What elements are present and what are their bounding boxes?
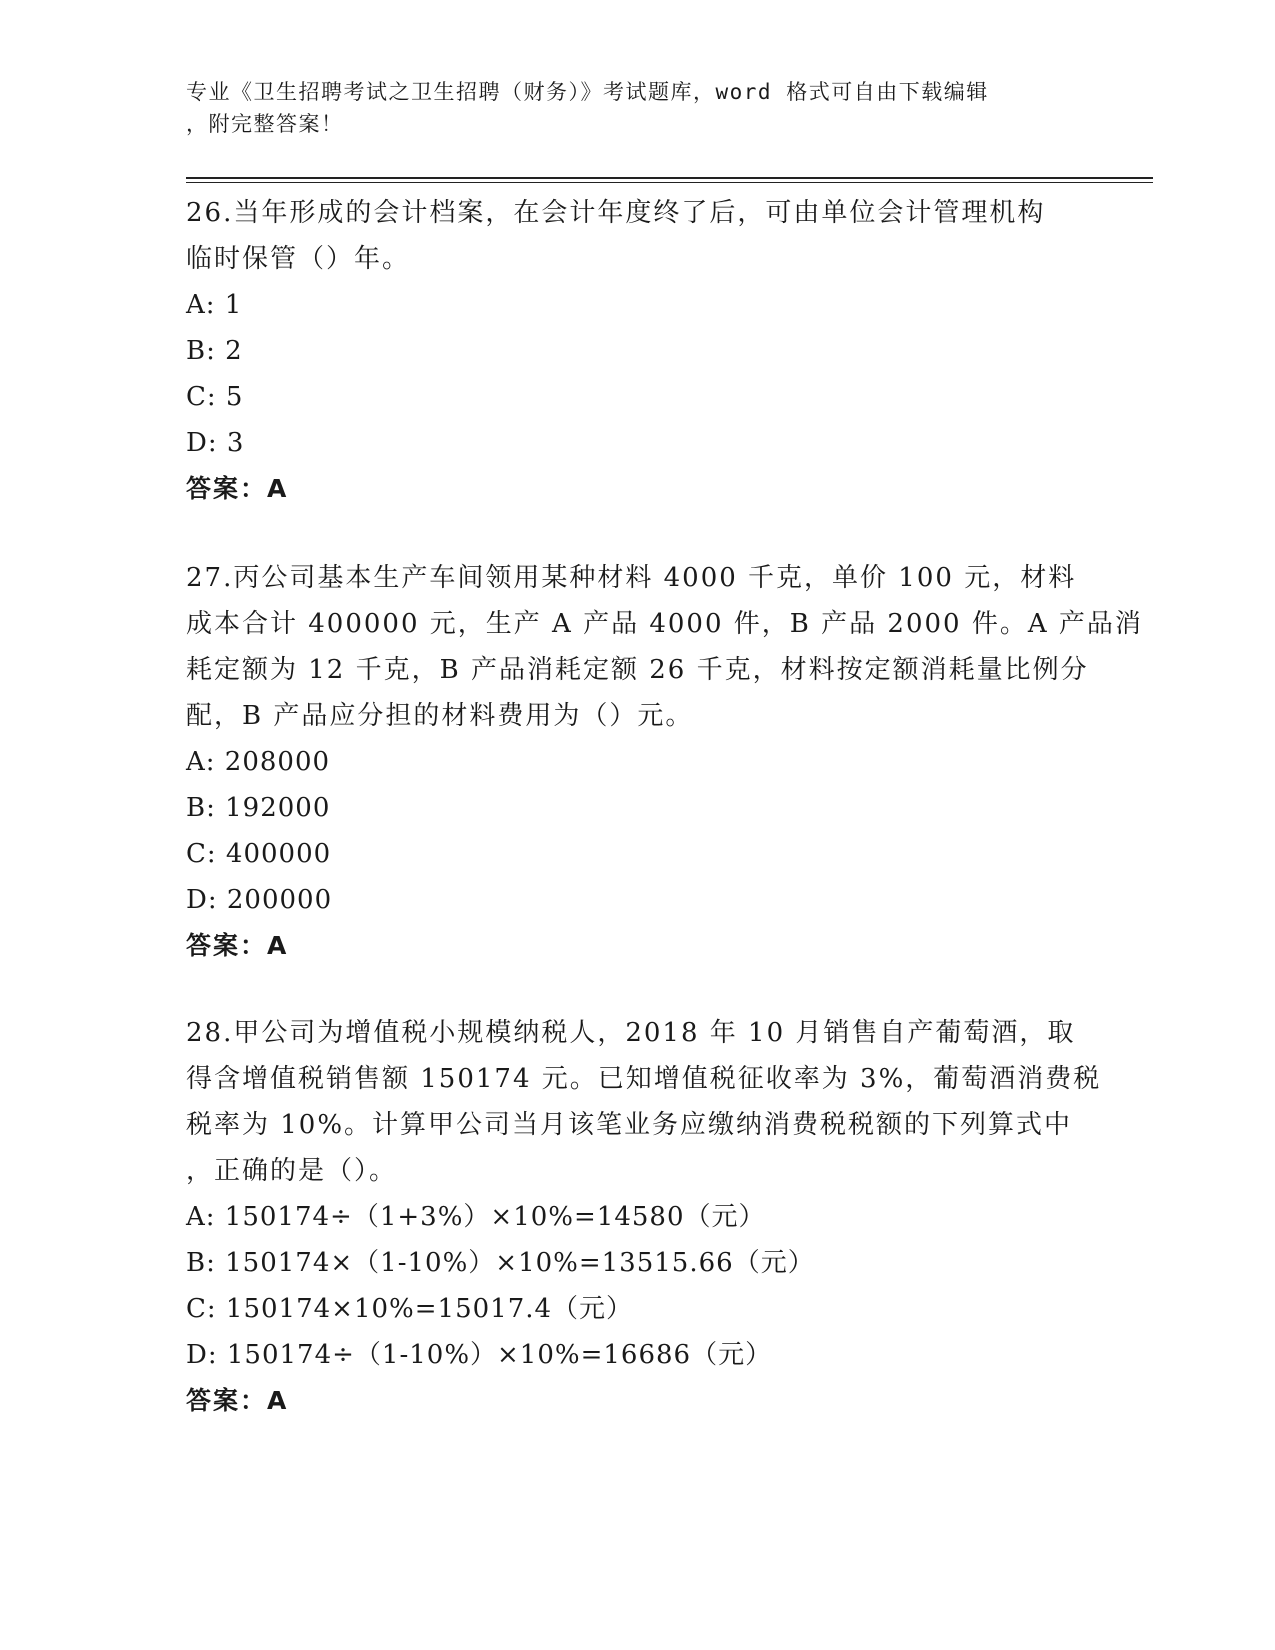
question-text-line: 得含增值税销售额 150174 元。已知增值税征收率为 3%，葡萄酒消费税 [186, 1064, 1102, 1094]
question-text-line: 税率为 10%。计算甲公司当月该笔业务应缴纳消费税税额的下列算式中 [186, 1110, 1073, 1140]
answer-label: 答案：A [186, 1386, 289, 1415]
option-d: D: 3 [186, 428, 245, 458]
question-text-line: 28.甲公司为增值税小规模纳税人，2018 年 10 月销售自产葡萄酒，取 [186, 1018, 1076, 1048]
question-text-line: ，正确的是（）。 [186, 1156, 398, 1186]
question-text-line: 临时保管（）年。 [186, 244, 411, 274]
question-text-line: 配，B 产品应分担的材料费用为（）元。 [186, 701, 694, 731]
option-c: C: 5 [186, 382, 244, 412]
header-line: 专业《卫生招聘考试之卫生招聘（财务）》考试题库，word 格式可自由下载编辑 [186, 80, 989, 104]
question-text-line: 成本合计 400000 元，生产 A 产品 4000 件，B 产品 2000 件。A 产品消 [186, 609, 1143, 639]
answer-label: 答案：A [186, 474, 289, 503]
header-line: ，附完整答案！ [186, 112, 344, 136]
question-28 [186, 1010, 1102, 1424]
answer-label: 答案：A [186, 931, 289, 960]
option-d: D: 150174÷（1-10%）×10%=16686（元） [186, 1340, 773, 1370]
option-b: B: 2 [186, 336, 243, 366]
option-c: C: 150174×10%=15017.4（元） [186, 1294, 634, 1324]
option-d: D: 200000 [186, 885, 333, 915]
option-c: C: 400000 [186, 839, 332, 869]
option-a: A: 1 [186, 290, 243, 320]
document-header [186, 76, 1066, 140]
question-text-line: 耗定额为 12 千克，B 产品消耗定额 26 千克，材料按定额消耗量比例分 [186, 655, 1089, 685]
option-a: A: 150174÷（1+3%）×10%=14580（元） [186, 1202, 766, 1232]
option-b: B: 192000 [186, 793, 331, 823]
option-b: B: 150174×（1-10%）×10%=13515.66（元） [186, 1248, 815, 1278]
header-divider-thin [186, 182, 1153, 183]
question-text-line: 27.丙公司基本生产车间领用某种材料 4000 千克，单价 100 元，材料 [186, 563, 1077, 593]
question-27 [186, 555, 1143, 969]
question-text-line: 26.当年形成的会计档案，在会计年度终了后，可由单位会计管理机构 [186, 198, 1046, 228]
question-26 [186, 190, 1086, 512]
option-a: A: 208000 [186, 747, 331, 777]
header-divider [186, 177, 1153, 179]
